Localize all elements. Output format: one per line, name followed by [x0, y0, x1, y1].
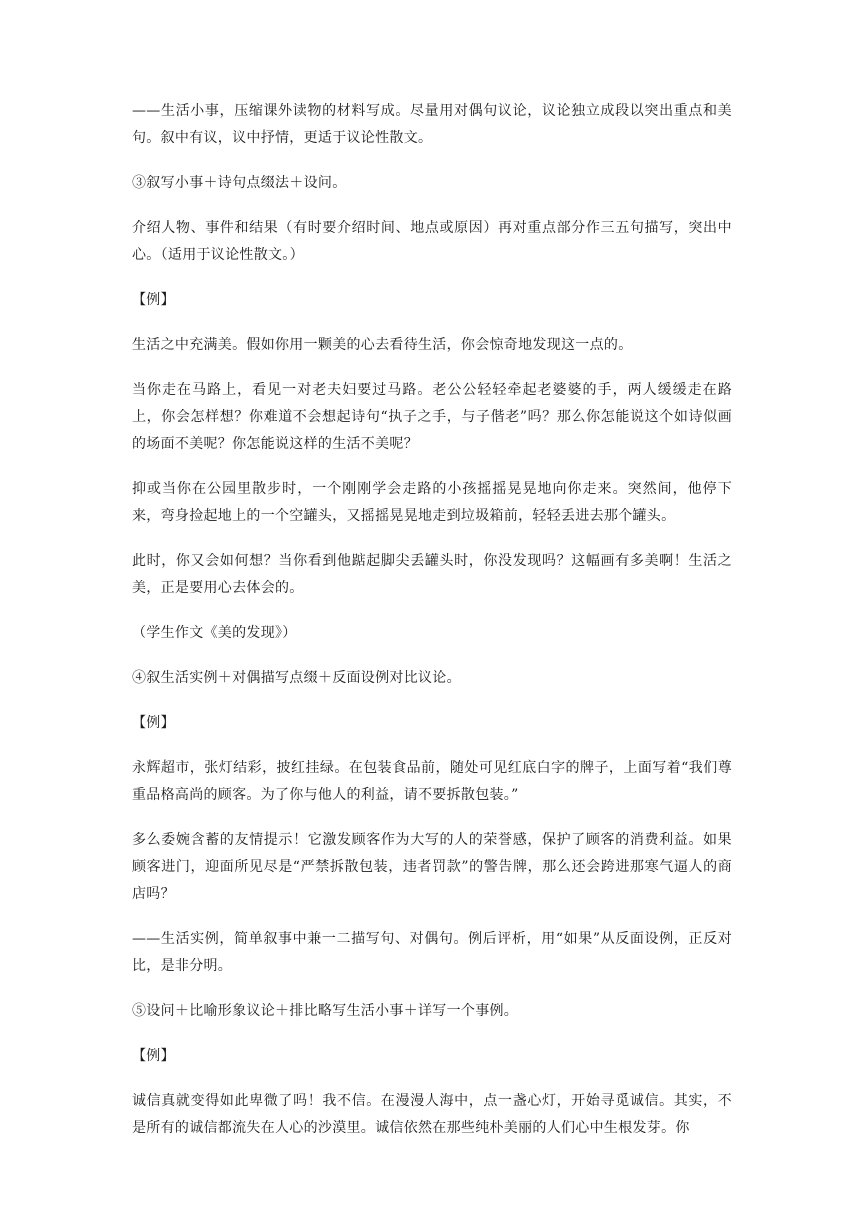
method-5-heading: ⑤设问＋比喻形象议论＋排比略写生活小事＋详写一个事例。 [132, 1003, 519, 1019]
method-3-heading: ③叙写小事＋诗句点缀法＋设问。 [132, 175, 347, 191]
paragraph-note-1: ——生活小事，压缩课外读物的材料写成。尽量用对偶句议论，议论独立成段以突出重点和美句。叙中有议，议中抒情，更适于议论性散文。 [132, 103, 732, 146]
example-label-2: 【例】 [132, 715, 175, 731]
paragraph-example-1d: 此时，你又会如何想？当你看到他踮起脚尖丢罐头时，你没发现吗？这幅画有多美啊！生活之美，正是要用心去体会的。 [132, 553, 732, 596]
paragraph-example-1b: 当你走在马路上，看见一对老夫妇要过马路。老公公轻轻牵起老婆婆的手，两人缓缓走在路上，你会怎样想？你难道不会想起诗句“执子之手，与子偕老”吗？那么你怎能说这个如诗似画的场面不美呢？你怎能说这样的生活不美呢？ [132, 382, 732, 452]
example-label-1: 【例】 [132, 292, 175, 308]
paragraph-example-1c: 抑或当你在公园里散步时，一个刚刚学会走路的小孩摇摇晃晃地向你走来。突然间，他停下来，弯身捡起地上的一个空罐头，又摇摇晃晃地走到垃圾箱前，轻轻丢进去那个罐头。 [132, 481, 732, 524]
example-label-3: 【例】 [132, 1048, 175, 1064]
paragraph-example-2a: 永辉超市，张灯结彩，披红挂绿。在包装食品前，随处可见红底白字的牌子，上面写着“我们尊重品格高尚的顾客。为了你与他人的利益，请不要拆散包装。” [132, 760, 732, 803]
method-4-heading: ④叙生活实例＋对偶描写点缀＋反面设例对比议论。 [132, 670, 461, 686]
paragraph-example-3a: 诚信真就变得如此卑微了吗！我不信。在漫漫人海中，点一盏心灯，开始寻觅诚信。其实，不是所有的诚信都流失在人心的沙漠里。诚信依然在那些纯朴美丽的人们心中生根发芽。你 [132, 1093, 732, 1136]
source-citation: （学生作文《美的发现》） [132, 625, 297, 641]
document-body [132, 98, 732, 1160]
paragraph-method-3-desc: 介绍人物、事件和结果（有时要介绍时间、地点或原因）再对重点部分作三五句描写，突出中心。（适用于议论性散文。） [132, 220, 732, 263]
paragraph-note-2: ——生活实例，简单叙事中兼一二描写句、对偶句。例后评析，用“如果”从反面设例，正反对比，是非分明。 [132, 931, 732, 974]
paragraph-example-2b: 多么委婉含蓄的友情提示！它激发顾客作为大写的人的荣誉感，保护了顾客的消费利益。如果顾客进门，迎面所见尽是“严禁拆散包装，违者罚款”的警告牌，那么还会跨进那寒气逼人的商店吗？ [132, 832, 732, 902]
paragraph-example-1a: 生活之中充满美。假如你用一颗美的心去看待生活，你会惊奇地发现这一点的。 [132, 337, 633, 353]
